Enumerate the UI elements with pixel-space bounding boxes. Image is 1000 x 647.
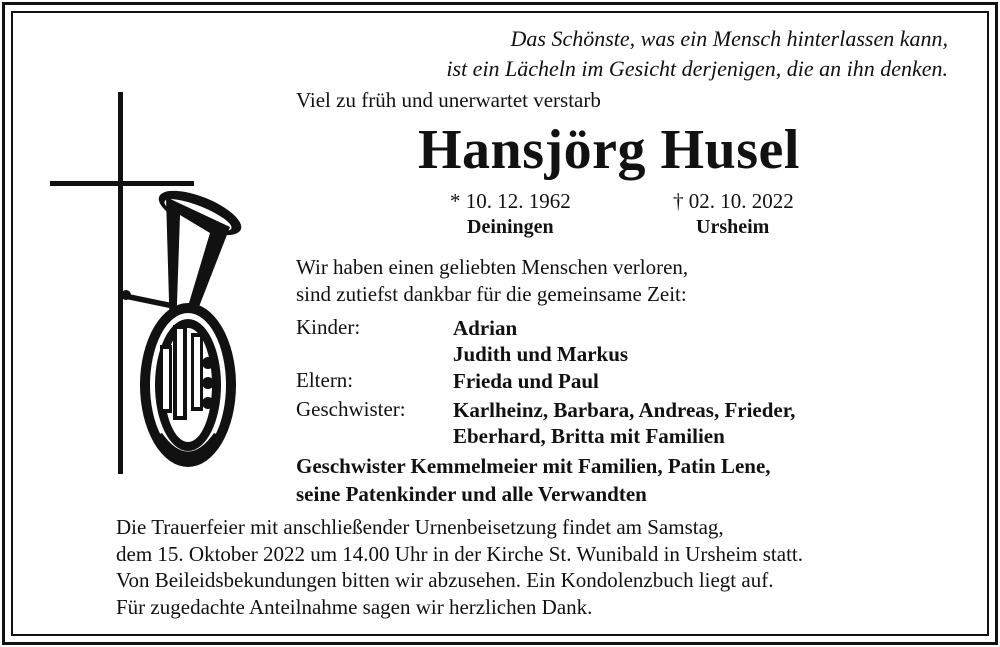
birth-place: Deiningen xyxy=(467,216,554,238)
siblings-line: Karlheinz, Barbara, Andreas, Frieder, xyxy=(453,398,796,422)
death-symbol: † xyxy=(673,189,684,213)
siblings-label: Geschwister: xyxy=(296,397,406,421)
service-line-4: Für zugedachte Anteilnahme sagen wir herzlichen Dank. xyxy=(116,594,593,619)
children-label: Kinder: xyxy=(296,315,361,339)
child-name: Judith und Markus xyxy=(453,342,629,366)
death-date-value: 02. 10. 2022 xyxy=(688,189,794,213)
parents-names: Frieda und Paul xyxy=(453,369,599,393)
service-line-2: dem 15. Oktober 2022 um 14.00 Uhr in der Kirche St. Wunibald in Ursheim statt. xyxy=(116,541,804,566)
message-line-1: Wir haben einen geliebten Menschen verloren, xyxy=(296,255,689,279)
service-line-3: Von Beileidsbekundungen bitten wir abzusehen. Ein Kondolenzbuch liegt auf. xyxy=(116,568,774,592)
death-place: Ursheim xyxy=(696,216,770,238)
child-name: Adrian xyxy=(453,316,518,340)
intro-text: Viel zu früh und unerwartet verstarb xyxy=(296,88,601,112)
service-line-1: Die Trauerfeier mit anschließender Urnenbeisetzung findet am Samstag, xyxy=(116,515,724,539)
tenor-horn-icon xyxy=(118,185,248,470)
extended-line-2: seine Patenkinder und alle Verwandten xyxy=(296,482,647,506)
parents-label: Eltern: xyxy=(296,368,354,392)
motto xyxy=(446,24,948,84)
siblings-line: Eberhard, Britta mit Familien xyxy=(453,424,725,448)
siblings-list xyxy=(453,397,795,449)
motto-line-1: Das Schönste, was ein Mensch hinterlassen kann, xyxy=(510,26,948,51)
birth-symbol: * xyxy=(450,189,461,213)
death-date xyxy=(673,189,794,214)
message-line-2: sind zutiefst dankbar für die gemeinsame Zeit: xyxy=(296,282,687,306)
deceased-name: Hansjörg Husel xyxy=(418,119,800,181)
message xyxy=(296,254,688,308)
service-info xyxy=(116,514,803,620)
children-list xyxy=(453,315,628,367)
motto-line-2: ist ein Lächeln im Gesicht derjenigen, die an ihn denken. xyxy=(446,56,948,81)
birth-date xyxy=(450,189,571,214)
birth-date-value: 10. 12. 1962 xyxy=(465,189,571,213)
extended-family xyxy=(296,452,771,508)
extended-line-1: Geschwister Kemmelmeier mit Familien, Patin Lene, xyxy=(296,454,771,478)
